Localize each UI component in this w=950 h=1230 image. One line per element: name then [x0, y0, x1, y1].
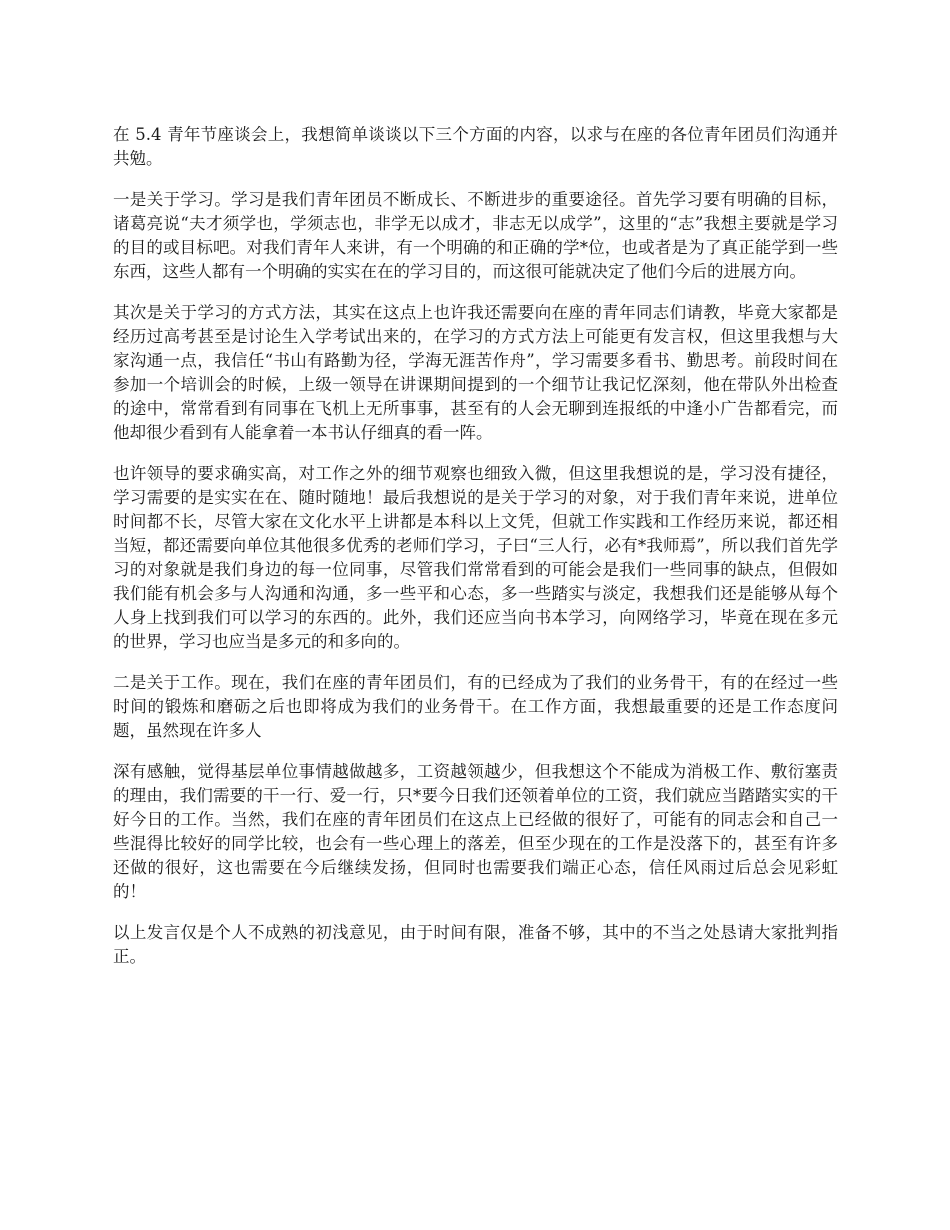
paragraph-work: 二是关于工作。现在，我们在座的青年团员们，有的已经成为了我们的业务骨干，有的在经过一些时间的锻炼和磨砺之后也即将成为我们的业务骨干。在工作方面，我想最重要的还是工作态度问题，虽然现在许多人 — [113, 673, 838, 740]
paragraph-study-goal: 一是关于学习。学习是我们青年团员不断成长、不断进步的重要途径。首先学习要有明确的目标，诸葛亮说“夫才须学也，学须志也，非学无以成才，非志无以成学”，这里的“志”我想主要就是学习的目的或目标吧。对我们青年人来讲，有一个明确的和正确的学*位，也或者是为了真正能学到一些东西，这些人都有一个明确的实实在在的学习目的，而这很可能就决定了他们今后的进展方向。 — [113, 190, 838, 281]
paragraph-work-attitude: 深有感触，觉得基层单位事情越做越多，工资越领越少，但我想这个不能成为消极工作、敷衍塞责的理由，我们需要的干一行、爱一行，只*要今日我们还领着单位的工资，我们就应当踏踏实实的干好今日的工作。当然，我们在座的青年团员们在这点上已经做的很好了，可能有的同志会和自己一些混得比较好的同学比较，也会有一些心理上的落差，但至少现在的工作是没落下的，甚至有许多还做的很好，这也需要在今后继续发扬，但同时也需要我们端正心态，信任风雨过后总会见彩虹的！ — [113, 762, 838, 901]
paragraph-study-method: 其次是关于学习的方式方法，其实在这点上也许我还需要向在座的青年同志们请教，毕竟大家都是经历过高考甚至是讨论生入学考试出来的，在学习的方式方法上可能更有发言权，但这里我想与大家沟通一点，我信任“书山有路勤为径，学海无涯苦作舟”，学习需要多看书、勤思考。前段时间在参加一个培训会的时候，上级一领导在讲课期间提到的一个细节让我记忆深刻，他在带队外出检查的途中，常常看到有同事在飞机上无所事事，甚至有的人会无聊到连报纸的中逢小广告都看完，而他却很少看到有人能拿着一本书认仔细真的看一阵。 — [113, 303, 838, 442]
paragraph-closing: 以上发言仅是个人不成熟的初浅意见，由于时间有限，准备不够，其中的不当之处恳请大家批判指正。 — [113, 923, 838, 966]
paragraph-intro: 在 5.4 青年节座谈会上，我想简单谈谈以下三个方面的内容，以求与在座的各位青年团员们沟通并共勉。 — [113, 125, 838, 168]
paragraph-study-object: 也许领导的要求确实高，对工作之外的细节观察也细致入微，但这里我想说的是，学习没有捷径，学习需要的是实实在在、随时随地！最后我想说的是关于学习的对象，对于我们青年来说，进单位时间都不长，尽管大家在文化水平上讲都是本科以上文凭，但就工作实践和工作经历来说，都还相当短，都还需要向单位其他很多优秀的老师们学习，子曰“三人行，必有*我师焉”，所以我们首先学习的对象就是我们身边的每一位同事，尽管我们常常看到的可能会是我们一些同事的缺点，但假如我们能有机会多与人沟通和沟通，多一些平和心态，多一些踏实与淡定，我想我们还是能够从每个人身上找到我们可以学习的东西的。此外，我们还应当向书本学习，向网络学习，毕竟在现在多元的世界，学习也应当是多元的和多向的。 — [113, 464, 838, 651]
